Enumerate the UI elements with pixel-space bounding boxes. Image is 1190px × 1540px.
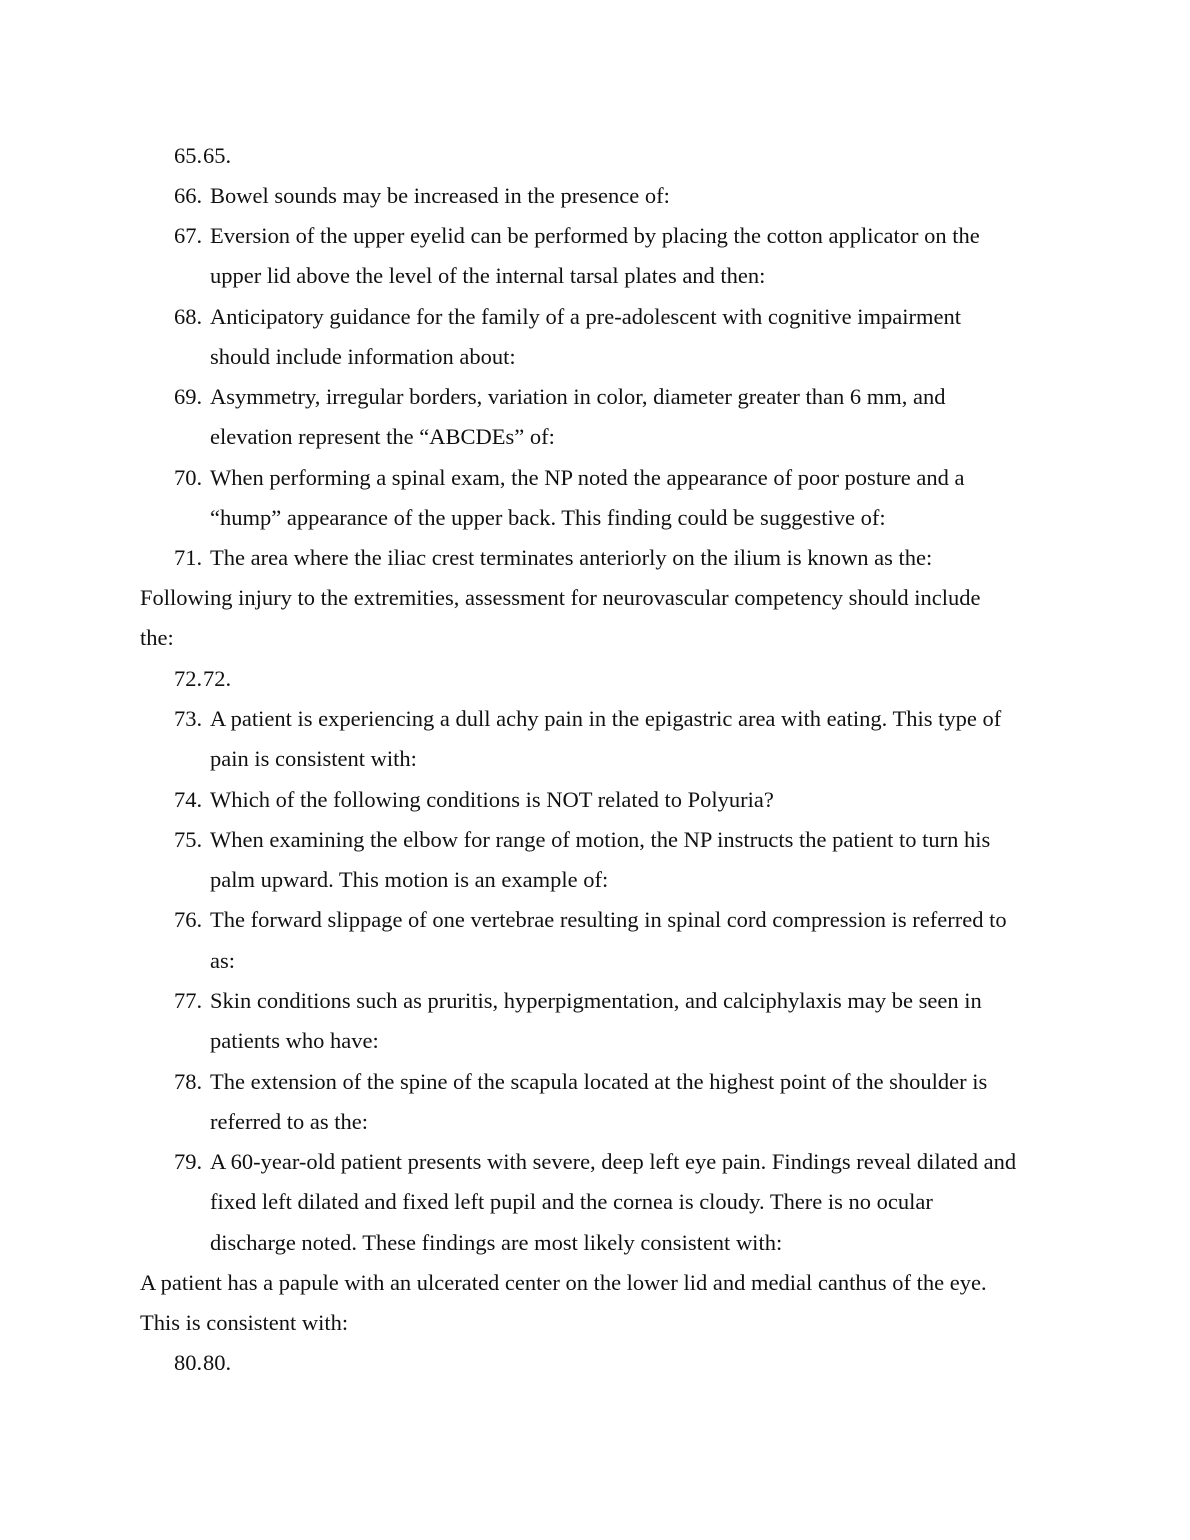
item-text: fixed left dilated and fixed left pupil and the cornea is cloudy. There is no ocular bbox=[210, 1189, 933, 1214]
item-text: as: bbox=[210, 948, 235, 973]
item-text: The area where the iliac crest terminates anteriorly on the ilium is known as the: bbox=[210, 545, 933, 570]
item-number: 69. bbox=[174, 384, 203, 409]
item-text: The forward slippage of one vertebrae resulting in spinal cord compression is referred to bbox=[210, 907, 1007, 932]
item-text: Which of the following conditions is NOT related to Polyuria? bbox=[210, 787, 774, 812]
item-number: 73. bbox=[174, 706, 203, 731]
item-text: A 60-year-old patient presents with severe, deep left eye pain. Findings reveal dilated and bbox=[210, 1149, 1017, 1174]
item-text: When performing a spinal exam, the NP noted the appearance of poor posture and a bbox=[210, 465, 965, 490]
item-text: patients who have: bbox=[210, 1028, 379, 1053]
item-number: 74. bbox=[174, 787, 203, 812]
item-number: 75. bbox=[174, 827, 203, 852]
paragraph-text: the: bbox=[140, 625, 174, 650]
item-text: Asymmetry, irregular borders, variation in color, diameter greater than 6 mm, and bbox=[210, 384, 946, 409]
item-number: 76. bbox=[174, 907, 203, 932]
item-text: When examining the elbow for range of motion, the NP instructs the patient to turn his bbox=[210, 827, 991, 852]
item-number: 80. bbox=[174, 1350, 203, 1375]
item-text: 65. bbox=[203, 143, 232, 168]
item-number: 77. bbox=[174, 988, 203, 1013]
item-number: 66. bbox=[174, 183, 203, 208]
item-text: 80. bbox=[203, 1350, 232, 1375]
item-text: 72. bbox=[203, 666, 232, 691]
paragraph-text: A patient has a papule with an ulcerated center on the lower lid and medial canthus of the eye. bbox=[140, 1270, 987, 1295]
item-text: Anticipatory guidance for the family of a pre-adolescent with cognitive impairment bbox=[210, 304, 961, 329]
item-number: 70. bbox=[174, 465, 203, 490]
item-text: pain is consistent with: bbox=[210, 746, 417, 771]
item-text: Skin conditions such as pruritis, hyperpigmentation, and calciphylaxis may be seen in bbox=[210, 988, 982, 1013]
item-number: 78. bbox=[174, 1069, 203, 1094]
paragraph-text: Following injury to the extremities, assessment for neurovascular competency should include bbox=[140, 585, 981, 610]
item-text: palm upward. This motion is an example of: bbox=[210, 867, 609, 892]
item-number: 71. bbox=[174, 545, 203, 570]
item-number: 67. bbox=[174, 223, 203, 248]
item-text: elevation represent the “ABCDEs” of: bbox=[210, 424, 555, 449]
item-number: 65. bbox=[174, 143, 203, 168]
item-number: 72. bbox=[174, 666, 203, 691]
item-number: 68. bbox=[174, 304, 203, 329]
item-text: discharge noted. These findings are most likely consistent with: bbox=[210, 1230, 783, 1255]
item-text: Bowel sounds may be increased in the presence of: bbox=[210, 183, 670, 208]
item-text: A patient is experiencing a dull achy pain in the epigastric area with eating. This type of bbox=[210, 706, 1002, 731]
item-text: should include information about: bbox=[210, 344, 516, 369]
item-number: 79. bbox=[174, 1149, 203, 1174]
item-text: upper lid above the level of the internal tarsal plates and then: bbox=[210, 263, 766, 288]
item-text: referred to as the: bbox=[210, 1109, 369, 1134]
item-text: Eversion of the upper eyelid can be performed by placing the cotton applicator on the bbox=[210, 223, 980, 248]
item-text: The extension of the spine of the scapula located at the highest point of the shoulder is bbox=[210, 1069, 988, 1094]
item-text: “hump” appearance of the upper back. This finding could be suggestive of: bbox=[210, 505, 886, 530]
paragraph-text: This is consistent with: bbox=[140, 1310, 349, 1335]
